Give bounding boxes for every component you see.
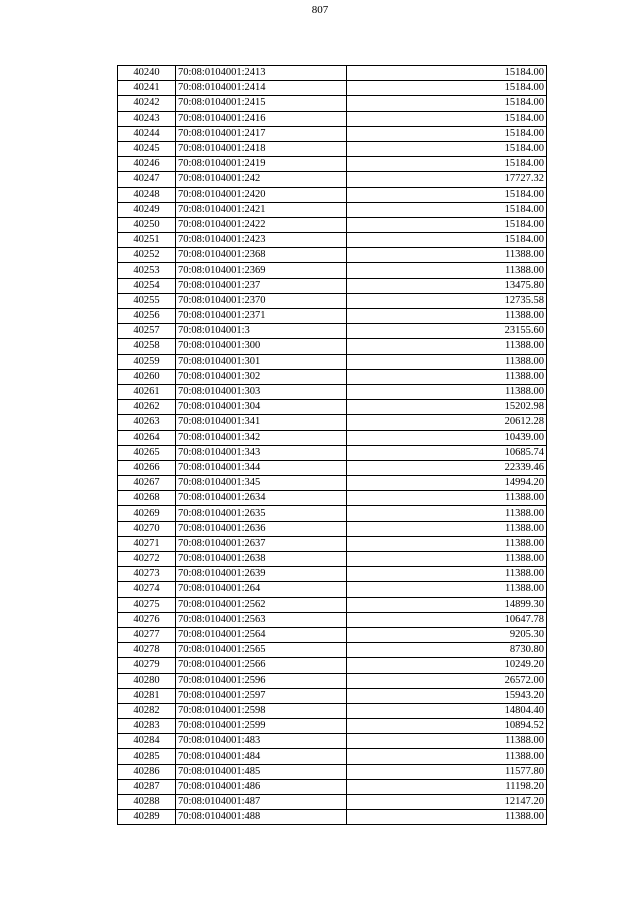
table-row xyxy=(118,612,547,627)
cadastral-number-cell: 70:08:0104001:344 xyxy=(176,460,347,475)
row-number-cell: 40284 xyxy=(118,734,176,749)
row-number-cell: 40260 xyxy=(118,369,176,384)
cadastral-number-cell: 70:08:0104001:2597 xyxy=(176,688,347,703)
table-row xyxy=(118,202,547,217)
row-number-cell: 40261 xyxy=(118,384,176,399)
table-row xyxy=(118,627,547,642)
cadastral-number-cell: 70:08:0104001:2370 xyxy=(176,293,347,308)
value-cell: 20612.28 xyxy=(347,415,547,430)
row-number-cell: 40241 xyxy=(118,81,176,96)
row-number-cell: 40251 xyxy=(118,233,176,248)
table-row xyxy=(118,779,547,794)
table-row xyxy=(118,688,547,703)
value-cell: 15184.00 xyxy=(347,126,547,141)
cadastral-number-cell: 70:08:0104001:487 xyxy=(176,795,347,810)
table-row xyxy=(118,278,547,293)
table-row xyxy=(118,369,547,384)
table-row xyxy=(118,703,547,718)
row-number-cell: 40277 xyxy=(118,627,176,642)
table-body xyxy=(118,66,547,825)
cadastral-number-cell: 70:08:0104001:2636 xyxy=(176,521,347,536)
value-cell: 11388.00 xyxy=(347,552,547,567)
row-number-cell: 40263 xyxy=(118,415,176,430)
value-cell: 11388.00 xyxy=(347,506,547,521)
cadastral-number-cell: 70:08:0104001:484 xyxy=(176,749,347,764)
value-cell: 11388.00 xyxy=(347,536,547,551)
row-number-cell: 40288 xyxy=(118,795,176,810)
cadastral-number-cell: 70:08:0104001:303 xyxy=(176,384,347,399)
row-number-cell: 40250 xyxy=(118,217,176,232)
cadastral-number-cell: 70:08:0104001:237 xyxy=(176,278,347,293)
cadastral-number-cell: 70:08:0104001:2413 xyxy=(176,66,347,81)
value-cell: 11388.00 xyxy=(347,567,547,582)
table-row xyxy=(118,233,547,248)
cadastral-number-cell: 70:08:0104001:302 xyxy=(176,369,347,384)
cadastral-number-cell: 70:08:0104001:2635 xyxy=(176,506,347,521)
cadastral-number-cell: 70:08:0104001:242 xyxy=(176,172,347,187)
row-number-cell: 40264 xyxy=(118,430,176,445)
value-cell: 11388.00 xyxy=(347,369,547,384)
table-row xyxy=(118,248,547,263)
cadastral-number-cell: 70:08:0104001:2565 xyxy=(176,643,347,658)
table-row xyxy=(118,141,547,156)
table-row xyxy=(118,734,547,749)
value-cell: 15202.98 xyxy=(347,400,547,415)
table-row xyxy=(118,719,547,734)
row-number-cell: 40249 xyxy=(118,202,176,217)
value-cell: 10647.78 xyxy=(347,612,547,627)
row-number-cell: 40273 xyxy=(118,567,176,582)
cadastral-number-cell: 70:08:0104001:2637 xyxy=(176,536,347,551)
row-number-cell: 40259 xyxy=(118,354,176,369)
row-number-cell: 40252 xyxy=(118,248,176,263)
cadastral-number-cell: 70:08:0104001:3 xyxy=(176,324,347,339)
cadastral-number-cell: 70:08:0104001:483 xyxy=(176,734,347,749)
cadastral-number-cell: 70:08:0104001:2421 xyxy=(176,202,347,217)
table-row xyxy=(118,111,547,126)
table-row xyxy=(118,339,547,354)
table-row xyxy=(118,430,547,445)
table-row xyxy=(118,324,547,339)
table-row xyxy=(118,795,547,810)
cadastral-number-cell: 70:08:0104001:2418 xyxy=(176,141,347,156)
cadastral-number-cell: 70:08:0104001:2422 xyxy=(176,217,347,232)
row-number-cell: 40272 xyxy=(118,552,176,567)
row-number-cell: 40285 xyxy=(118,749,176,764)
value-cell: 15943.20 xyxy=(347,688,547,703)
cadastral-number-cell: 70:08:0104001:2598 xyxy=(176,703,347,718)
value-cell: 11388.00 xyxy=(347,810,547,825)
cadastral-number-cell: 70:08:0104001:2369 xyxy=(176,263,347,278)
cadastral-number-cell: 70:08:0104001:2415 xyxy=(176,96,347,111)
table-row xyxy=(118,309,547,324)
row-number-cell: 40280 xyxy=(118,673,176,688)
table-row xyxy=(118,460,547,475)
value-cell: 11388.00 xyxy=(347,749,547,764)
row-number-cell: 40246 xyxy=(118,157,176,172)
cadastral-number-cell: 70:08:0104001:301 xyxy=(176,354,347,369)
cadastral-number-cell: 70:08:0104001:2368 xyxy=(176,248,347,263)
row-number-cell: 40267 xyxy=(118,476,176,491)
row-number-cell: 40240 xyxy=(118,66,176,81)
table-row xyxy=(118,491,547,506)
cadastral-number-cell: 70:08:0104001:485 xyxy=(176,764,347,779)
row-number-cell: 40255 xyxy=(118,293,176,308)
row-number-cell: 40254 xyxy=(118,278,176,293)
table-row xyxy=(118,81,547,96)
value-cell: 10249.20 xyxy=(347,658,547,673)
row-number-cell: 40283 xyxy=(118,719,176,734)
table-row xyxy=(118,567,547,582)
value-cell: 11388.00 xyxy=(347,309,547,324)
value-cell: 11388.00 xyxy=(347,339,547,354)
table-row xyxy=(118,506,547,521)
value-cell: 15184.00 xyxy=(347,187,547,202)
row-number-cell: 40244 xyxy=(118,126,176,141)
row-number-cell: 40268 xyxy=(118,491,176,506)
value-cell: 12147.20 xyxy=(347,795,547,810)
row-number-cell: 40287 xyxy=(118,779,176,794)
table-row xyxy=(118,354,547,369)
row-number-cell: 40253 xyxy=(118,263,176,278)
cadastral-number-cell: 70:08:0104001:2638 xyxy=(176,552,347,567)
value-cell: 11388.00 xyxy=(347,384,547,399)
cadastral-number-cell: 70:08:0104001:300 xyxy=(176,339,347,354)
cadastral-number-cell: 70:08:0104001:345 xyxy=(176,476,347,491)
table-row xyxy=(118,384,547,399)
row-number-cell: 40279 xyxy=(118,658,176,673)
table-row xyxy=(118,643,547,658)
table-row xyxy=(118,293,547,308)
row-number-cell: 40274 xyxy=(118,582,176,597)
value-cell: 14994.20 xyxy=(347,476,547,491)
value-cell: 11577.80 xyxy=(347,764,547,779)
table-row xyxy=(118,263,547,278)
value-cell: 15184.00 xyxy=(347,111,547,126)
value-cell: 10894.52 xyxy=(347,719,547,734)
value-cell: 11388.00 xyxy=(347,521,547,536)
cadastral-number-cell: 70:08:0104001:343 xyxy=(176,445,347,460)
row-number-cell: 40282 xyxy=(118,703,176,718)
value-cell: 13475.80 xyxy=(347,278,547,293)
value-cell: 14804.40 xyxy=(347,703,547,718)
value-cell: 15184.00 xyxy=(347,66,547,81)
value-cell: 26572.00 xyxy=(347,673,547,688)
row-number-cell: 40256 xyxy=(118,309,176,324)
value-cell: 15184.00 xyxy=(347,141,547,156)
cadastral-number-cell: 70:08:0104001:2566 xyxy=(176,658,347,673)
value-cell: 15184.00 xyxy=(347,157,547,172)
value-cell: 11388.00 xyxy=(347,734,547,749)
value-cell: 23155.60 xyxy=(347,324,547,339)
cadastral-number-cell: 70:08:0104001:304 xyxy=(176,400,347,415)
cadastral-number-cell: 70:08:0104001:2417 xyxy=(176,126,347,141)
row-number-cell: 40247 xyxy=(118,172,176,187)
row-number-cell: 40248 xyxy=(118,187,176,202)
value-cell: 11388.00 xyxy=(347,491,547,506)
cadastral-number-cell: 70:08:0104001:2564 xyxy=(176,627,347,642)
row-number-cell: 40278 xyxy=(118,643,176,658)
value-cell: 22339.46 xyxy=(347,460,547,475)
cadastral-number-cell: 70:08:0104001:2416 xyxy=(176,111,347,126)
row-number-cell: 40271 xyxy=(118,536,176,551)
row-number-cell: 40289 xyxy=(118,810,176,825)
table-row xyxy=(118,66,547,81)
table-row xyxy=(118,552,547,567)
table-row xyxy=(118,810,547,825)
value-cell: 11388.00 xyxy=(347,354,547,369)
cadastral-number-cell: 70:08:0104001:341 xyxy=(176,415,347,430)
cadastral-number-cell: 70:08:0104001:2414 xyxy=(176,81,347,96)
cadastral-number-cell: 70:08:0104001:2419 xyxy=(176,157,347,172)
row-number-cell: 40242 xyxy=(118,96,176,111)
row-number-cell: 40281 xyxy=(118,688,176,703)
table-row xyxy=(118,172,547,187)
table-row xyxy=(118,476,547,491)
row-number-cell: 40245 xyxy=(118,141,176,156)
value-cell: 15184.00 xyxy=(347,217,547,232)
cadastral-number-cell: 70:08:0104001:2562 xyxy=(176,597,347,612)
row-number-cell: 40257 xyxy=(118,324,176,339)
value-cell: 10439.00 xyxy=(347,430,547,445)
cadastral-number-cell: 70:08:0104001:2596 xyxy=(176,673,347,688)
cadastral-number-cell: 70:08:0104001:2371 xyxy=(176,309,347,324)
cadastral-number-cell: 70:08:0104001:486 xyxy=(176,779,347,794)
cadastral-number-cell: 70:08:0104001:2599 xyxy=(176,719,347,734)
table-row xyxy=(118,536,547,551)
row-number-cell: 40262 xyxy=(118,400,176,415)
value-cell: 15184.00 xyxy=(347,81,547,96)
row-number-cell: 40275 xyxy=(118,597,176,612)
cadastral-number-cell: 70:08:0104001:264 xyxy=(176,582,347,597)
row-number-cell: 40265 xyxy=(118,445,176,460)
cadastral-number-cell: 70:08:0104001:2639 xyxy=(176,567,347,582)
row-number-cell: 40243 xyxy=(118,111,176,126)
table-row xyxy=(118,126,547,141)
table-row xyxy=(118,764,547,779)
row-number-cell: 40276 xyxy=(118,612,176,627)
table-row xyxy=(118,749,547,764)
value-cell: 15184.00 xyxy=(347,96,547,111)
cadastral-number-cell: 70:08:0104001:2420 xyxy=(176,187,347,202)
value-cell: 17727.32 xyxy=(347,172,547,187)
table-row xyxy=(118,582,547,597)
table-row xyxy=(118,521,547,536)
table-row xyxy=(118,217,547,232)
table-row xyxy=(118,658,547,673)
cadastral-number-cell: 70:08:0104001:2423 xyxy=(176,233,347,248)
page-number: 807 xyxy=(311,4,329,16)
row-number-cell: 40270 xyxy=(118,521,176,536)
table-row xyxy=(118,673,547,688)
table-row xyxy=(118,157,547,172)
value-cell: 9205.30 xyxy=(347,627,547,642)
value-cell: 11388.00 xyxy=(347,248,547,263)
cadastral-number-cell: 70:08:0104001:2634 xyxy=(176,491,347,506)
table-row xyxy=(118,400,547,415)
value-cell: 11198.20 xyxy=(347,779,547,794)
value-cell: 10685.74 xyxy=(347,445,547,460)
row-number-cell: 40286 xyxy=(118,764,176,779)
value-cell: 11388.00 xyxy=(347,582,547,597)
cadastral-number-cell: 70:08:0104001:2563 xyxy=(176,612,347,627)
row-number-cell: 40266 xyxy=(118,460,176,475)
value-cell: 15184.00 xyxy=(347,233,547,248)
cadastral-number-cell: 70:08:0104001:488 xyxy=(176,810,347,825)
value-cell: 8730.80 xyxy=(347,643,547,658)
table-row xyxy=(118,96,547,111)
value-cell: 11388.00 xyxy=(347,263,547,278)
value-cell: 12735.58 xyxy=(347,293,547,308)
cadastral-table xyxy=(117,65,547,825)
table-row xyxy=(118,187,547,202)
table-row xyxy=(118,415,547,430)
row-number-cell: 40258 xyxy=(118,339,176,354)
row-number-cell: 40269 xyxy=(118,506,176,521)
value-cell: 15184.00 xyxy=(347,202,547,217)
value-cell: 14899.30 xyxy=(347,597,547,612)
table-row xyxy=(118,597,547,612)
cadastral-number-cell: 70:08:0104001:342 xyxy=(176,430,347,445)
table-row xyxy=(118,445,547,460)
